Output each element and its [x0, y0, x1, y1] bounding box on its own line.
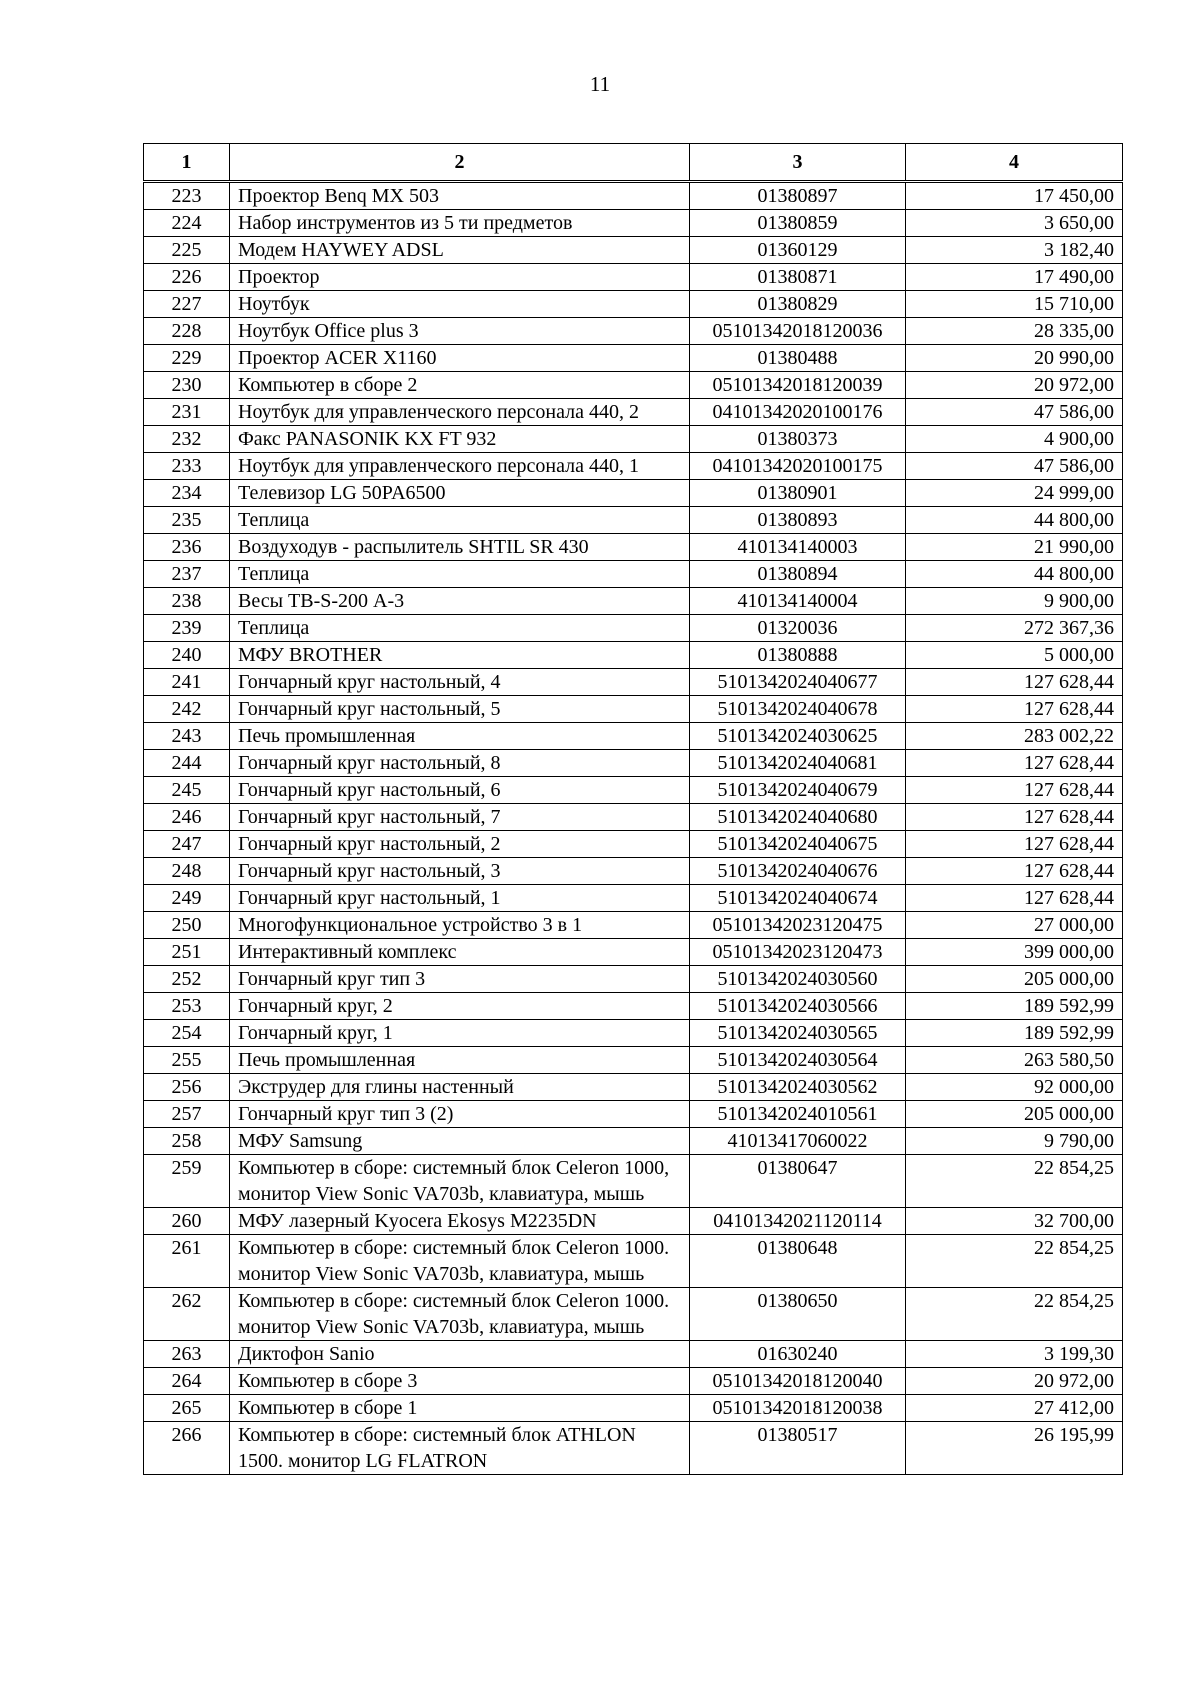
inventory-code-cell: 5101342024040675 [690, 831, 906, 858]
table-row [144, 1208, 1123, 1235]
inventory-code-cell: 05101342018120039 [690, 372, 906, 399]
amount-cell: 3 182,40 [906, 237, 1123, 264]
table-row [144, 804, 1123, 831]
inventory-code-cell: 05101342018120040 [690, 1368, 906, 1395]
row-number-cell: 265 [144, 1395, 230, 1422]
item-name-cell: МФУ лазерный Kyocera Ekosys M2235DN [230, 1208, 690, 1235]
amount-cell: 44 800,00 [906, 507, 1123, 534]
row-number-cell: 241 [144, 669, 230, 696]
item-name-cell: Гончарный круг, 1 [230, 1020, 690, 1047]
inventory-code-cell: 05101342023120475 [690, 912, 906, 939]
inventory-code-cell: 410134140004 [690, 588, 906, 615]
inventory-code-cell: 01380901 [690, 480, 906, 507]
amount-cell: 5 000,00 [906, 642, 1123, 669]
item-name-cell: Гончарный круг настольный, 1 [230, 885, 690, 912]
item-name-cell: Компьютер в сборе: системный блок ATHLON 1500. монитор LG FLATRON [230, 1422, 690, 1475]
row-number-cell: 223 [144, 182, 230, 210]
row-number-cell: 263 [144, 1341, 230, 1368]
amount-cell: 20 972,00 [906, 372, 1123, 399]
amount-cell: 127 628,44 [906, 885, 1123, 912]
inventory-code-cell: 5101342024030564 [690, 1047, 906, 1074]
item-name-cell: Компьютер в сборе 1 [230, 1395, 690, 1422]
item-name-cell: Гончарный круг настольный, 5 [230, 696, 690, 723]
item-name-cell: Проектор [230, 264, 690, 291]
item-name-cell: Ноутбук Office plus 3 [230, 318, 690, 345]
amount-cell: 9 900,00 [906, 588, 1123, 615]
item-name-cell: Гончарный круг настольный, 3 [230, 858, 690, 885]
item-name-cell: Телевизор LG 50PA6500 [230, 480, 690, 507]
table-row [144, 1155, 1123, 1208]
inventory-code-cell: 01380829 [690, 291, 906, 318]
amount-cell: 28 335,00 [906, 318, 1123, 345]
inventory-code-cell: 01380488 [690, 345, 906, 372]
amount-cell: 399 000,00 [906, 939, 1123, 966]
inventory-code-cell: 5101342024030565 [690, 1020, 906, 1047]
table-row [144, 1395, 1123, 1422]
inventory-code-cell: 05101342018120038 [690, 1395, 906, 1422]
inventory-code-cell: 5101342024040680 [690, 804, 906, 831]
table-row [144, 696, 1123, 723]
table-row [144, 372, 1123, 399]
inventory-code-cell: 5101342024030562 [690, 1074, 906, 1101]
row-number-cell: 258 [144, 1128, 230, 1155]
table-row [144, 291, 1123, 318]
row-number-cell: 261 [144, 1235, 230, 1288]
row-number-cell: 231 [144, 399, 230, 426]
amount-cell: 127 628,44 [906, 804, 1123, 831]
table-row [144, 831, 1123, 858]
amount-cell: 15 710,00 [906, 291, 1123, 318]
row-number-cell: 256 [144, 1074, 230, 1101]
page-number: 11 [589, 72, 611, 96]
amount-cell: 26 195,99 [906, 1422, 1123, 1475]
row-number-cell: 255 [144, 1047, 230, 1074]
row-number-cell: 259 [144, 1155, 230, 1208]
row-number-cell: 226 [144, 264, 230, 291]
item-name-cell: Компьютер в сборе: системный блок Celeron 1000. монитор View Sonic VA703b, клавиатура, мышь [230, 1288, 690, 1341]
inventory-code-cell: 5101342024040674 [690, 885, 906, 912]
amount-cell: 127 628,44 [906, 696, 1123, 723]
inventory-code-cell: 01630240 [690, 1341, 906, 1368]
table-row [144, 1235, 1123, 1288]
amount-cell: 21 990,00 [906, 534, 1123, 561]
amount-cell: 22 854,25 [906, 1235, 1123, 1288]
table-row [144, 642, 1123, 669]
item-name-cell: Теплица [230, 561, 690, 588]
inventory-code-cell: 01380894 [690, 561, 906, 588]
amount-cell: 32 700,00 [906, 1208, 1123, 1235]
inventory-code-cell: 04101342020100176 [690, 399, 906, 426]
item-name-cell: МФУ BROTHER [230, 642, 690, 669]
row-number-cell: 224 [144, 210, 230, 237]
inventory-code-cell: 01380859 [690, 210, 906, 237]
table-row [144, 1341, 1123, 1368]
item-name-cell: Проектор Benq MX 503 [230, 182, 690, 210]
amount-cell: 272 367,36 [906, 615, 1123, 642]
amount-cell: 205 000,00 [906, 1101, 1123, 1128]
table-row [144, 1368, 1123, 1395]
amount-cell: 17 450,00 [906, 182, 1123, 210]
table-row [144, 1074, 1123, 1101]
amount-cell: 20 990,00 [906, 345, 1123, 372]
table-row [144, 1422, 1123, 1475]
inventory-code-cell: 5101342024030566 [690, 993, 906, 1020]
amount-cell: 22 854,25 [906, 1288, 1123, 1341]
row-number-cell: 236 [144, 534, 230, 561]
row-number-cell: 237 [144, 561, 230, 588]
item-name-cell: Гончарный круг тип 3 (2) [230, 1101, 690, 1128]
row-number-cell: 232 [144, 426, 230, 453]
table-row [144, 561, 1123, 588]
table-row [144, 480, 1123, 507]
inventory-code-cell: 01380517 [690, 1422, 906, 1475]
row-number-cell: 228 [144, 318, 230, 345]
amount-cell: 3 650,00 [906, 210, 1123, 237]
table-row [144, 237, 1123, 264]
row-number-cell: 266 [144, 1422, 230, 1475]
table-row [144, 1128, 1123, 1155]
inventory-code-cell: 410134140003 [690, 534, 906, 561]
amount-cell: 127 628,44 [906, 669, 1123, 696]
item-name-cell: Многофункциональное устройство 3 в 1 [230, 912, 690, 939]
table-row [144, 939, 1123, 966]
header-col-1: 1 [144, 144, 230, 182]
item-name-cell: Теплица [230, 615, 690, 642]
table-row [144, 264, 1123, 291]
inventory-code-cell: 41013417060022 [690, 1128, 906, 1155]
inventory-code-cell: 05101342023120473 [690, 939, 906, 966]
inventory-code-cell: 5101342024040677 [690, 669, 906, 696]
table-row [144, 210, 1123, 237]
amount-cell: 205 000,00 [906, 966, 1123, 993]
row-number-cell: 262 [144, 1288, 230, 1341]
inventory-code-cell: 01380373 [690, 426, 906, 453]
inventory-code-cell: 5101342024040678 [690, 696, 906, 723]
item-name-cell: Компьютер в сборе: системный блок Celeron 1000. монитор View Sonic VA703b, клавиатура, мышь [230, 1235, 690, 1288]
table-row [144, 723, 1123, 750]
amount-cell: 20 972,00 [906, 1368, 1123, 1395]
row-number-cell: 247 [144, 831, 230, 858]
table-row [144, 1020, 1123, 1047]
table-row [144, 1101, 1123, 1128]
item-name-cell: Гончарный круг настольный, 8 [230, 750, 690, 777]
item-name-cell: Ноутбук для управленческого персонала 440, 1 [230, 453, 690, 480]
inventory-code-cell: 5101342024030625 [690, 723, 906, 750]
amount-cell: 127 628,44 [906, 750, 1123, 777]
row-number-cell: 249 [144, 885, 230, 912]
item-name-cell: Интерактивный комплекс [230, 939, 690, 966]
table-row [144, 912, 1123, 939]
item-name-cell: Модем HAYWEY ADSL [230, 237, 690, 264]
inventory-code-cell: 01380893 [690, 507, 906, 534]
item-name-cell: Печь промышленная [230, 723, 690, 750]
inventory-code-cell: 01380647 [690, 1155, 906, 1208]
amount-cell: 127 628,44 [906, 858, 1123, 885]
amount-cell: 17 490,00 [906, 264, 1123, 291]
row-number-cell: 253 [144, 993, 230, 1020]
inventory-code-cell: 01380648 [690, 1235, 906, 1288]
amount-cell: 263 580,50 [906, 1047, 1123, 1074]
row-number-cell: 254 [144, 1020, 230, 1047]
amount-cell: 27 412,00 [906, 1395, 1123, 1422]
amount-cell: 127 628,44 [906, 831, 1123, 858]
item-name-cell: Компьютер в сборе 3 [230, 1368, 690, 1395]
inventory-code-cell: 5101342024040676 [690, 858, 906, 885]
item-name-cell: Набор инструментов из 5 ти предметов [230, 210, 690, 237]
table-row [144, 534, 1123, 561]
item-name-cell: Гончарный круг настольный, 6 [230, 777, 690, 804]
inventory-code-cell: 04101342020100175 [690, 453, 906, 480]
table-row [144, 399, 1123, 426]
amount-cell: 47 586,00 [906, 399, 1123, 426]
row-number-cell: 244 [144, 750, 230, 777]
item-name-cell: Гончарный круг настольный, 4 [230, 669, 690, 696]
amount-cell: 44 800,00 [906, 561, 1123, 588]
inventory-code-cell: 01380650 [690, 1288, 906, 1341]
row-number-cell: 230 [144, 372, 230, 399]
inventory-code-cell: 5101342024040681 [690, 750, 906, 777]
amount-cell: 189 592,99 [906, 993, 1123, 1020]
row-number-cell: 225 [144, 237, 230, 264]
row-number-cell: 248 [144, 858, 230, 885]
row-number-cell: 227 [144, 291, 230, 318]
table-row [144, 777, 1123, 804]
amount-cell: 189 592,99 [906, 1020, 1123, 1047]
inventory-code-cell: 01360129 [690, 237, 906, 264]
inventory-code-cell: 5101342024040679 [690, 777, 906, 804]
inventory-code-cell: 5101342024030560 [690, 966, 906, 993]
amount-cell: 4 900,00 [906, 426, 1123, 453]
row-number-cell: 235 [144, 507, 230, 534]
row-number-cell: 240 [144, 642, 230, 669]
row-number-cell: 252 [144, 966, 230, 993]
amount-cell: 127 628,44 [906, 777, 1123, 804]
header-row [144, 144, 1123, 182]
row-number-cell: 234 [144, 480, 230, 507]
item-name-cell: Компьютер в сборе 2 [230, 372, 690, 399]
row-number-cell: 251 [144, 939, 230, 966]
table-row [144, 588, 1123, 615]
table-body [144, 182, 1123, 1475]
item-name-cell: Гончарный круг, 2 [230, 993, 690, 1020]
table-row [144, 669, 1123, 696]
amount-cell: 27 000,00 [906, 912, 1123, 939]
row-number-cell: 243 [144, 723, 230, 750]
inventory-code-cell: 01380871 [690, 264, 906, 291]
header-col-2: 2 [230, 144, 690, 182]
table-row [144, 858, 1123, 885]
amount-cell: 24 999,00 [906, 480, 1123, 507]
table-row [144, 182, 1123, 210]
item-name-cell: МФУ Samsung [230, 1128, 690, 1155]
row-number-cell: 233 [144, 453, 230, 480]
item-name-cell: Компьютер в сборе: системный блок Celeron 1000, монитор View Sonic VA703b, клавиатура, мышь [230, 1155, 690, 1208]
item-name-cell: Проектор ACER X1160 [230, 345, 690, 372]
item-name-cell: Экструдер для глины настенный [230, 1074, 690, 1101]
table-row [144, 507, 1123, 534]
inventory-code-cell: 01380888 [690, 642, 906, 669]
inventory-code-cell: 05101342018120036 [690, 318, 906, 345]
inventory-code-cell: 04101342021120114 [690, 1208, 906, 1235]
inventory-table [143, 143, 1123, 1475]
inventory-code-cell: 01320036 [690, 615, 906, 642]
row-number-cell: 250 [144, 912, 230, 939]
row-number-cell: 229 [144, 345, 230, 372]
inventory-code-cell: 5101342024010561 [690, 1101, 906, 1128]
header-col-3: 3 [690, 144, 906, 182]
table-row [144, 345, 1123, 372]
row-number-cell: 242 [144, 696, 230, 723]
item-name-cell: Диктофон Sanio [230, 1341, 690, 1368]
table-row [144, 615, 1123, 642]
item-name-cell: Гончарный круг настольный, 2 [230, 831, 690, 858]
table-row [144, 1288, 1123, 1341]
amount-cell: 283 002,22 [906, 723, 1123, 750]
item-name-cell: Факс PANASONIK KX FT 932 [230, 426, 690, 453]
table-row [144, 750, 1123, 777]
row-number-cell: 245 [144, 777, 230, 804]
row-number-cell: 238 [144, 588, 230, 615]
table-row [144, 885, 1123, 912]
row-number-cell: 239 [144, 615, 230, 642]
table-row [144, 1047, 1123, 1074]
row-number-cell: 264 [144, 1368, 230, 1395]
item-name-cell: Воздуходув - распылитель SHTIL SR 430 [230, 534, 690, 561]
row-number-cell: 260 [144, 1208, 230, 1235]
item-name-cell: Весы ТВ-S-200 А-3 [230, 588, 690, 615]
table-header [144, 144, 1123, 182]
inventory-code-cell: 01380897 [690, 182, 906, 210]
amount-cell: 47 586,00 [906, 453, 1123, 480]
item-name-cell: Гончарный круг настольный, 7 [230, 804, 690, 831]
table-row [144, 966, 1123, 993]
amount-cell: 9 790,00 [906, 1128, 1123, 1155]
item-name-cell: Гончарный круг тип 3 [230, 966, 690, 993]
row-number-cell: 246 [144, 804, 230, 831]
table-row [144, 318, 1123, 345]
item-name-cell: Теплица [230, 507, 690, 534]
table-row [144, 426, 1123, 453]
amount-cell: 3 199,30 [906, 1341, 1123, 1368]
item-name-cell: Печь промышленная [230, 1047, 690, 1074]
item-name-cell: Ноутбук для управленческого персонала 440, 2 [230, 399, 690, 426]
amount-cell: 92 000,00 [906, 1074, 1123, 1101]
table-row [144, 453, 1123, 480]
header-col-4: 4 [906, 144, 1123, 182]
table-row [144, 993, 1123, 1020]
amount-cell: 22 854,25 [906, 1155, 1123, 1208]
row-number-cell: 257 [144, 1101, 230, 1128]
item-name-cell: Ноутбук [230, 291, 690, 318]
